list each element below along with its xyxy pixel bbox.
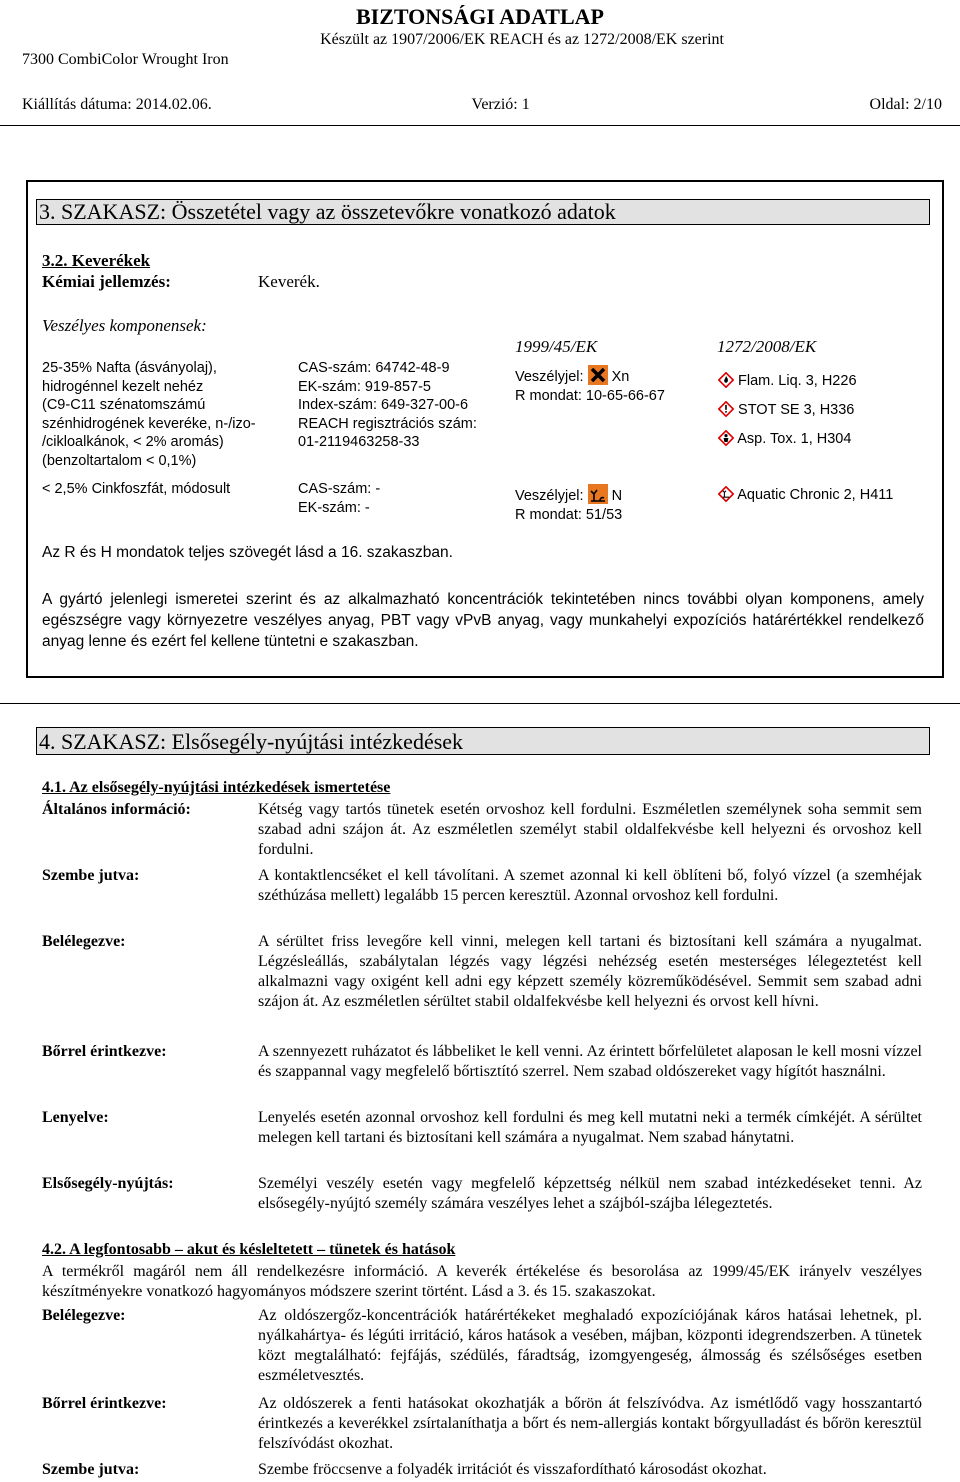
component-1-ids: CAS-szám: 64742-48-9 EK-szám: 919-857-5 Index-szám: 649-327-00-6 REACH regisztrációs szám: 01-2119463258-33 [298, 360, 477, 450]
product-name: 7300 CombiColor Wrought Iron [22, 51, 229, 68]
exclamation-icon [718, 401, 734, 417]
component-1-name: 25-35% Nafta (ásványolaj), hidrogénnel kezelt nehéz (C9-C11 szénatomszámú szénhidrogének keveréke, n-/izo- /cikloalkánok, < 2% aromás) (benzoltartalom < 0,1%) [42, 360, 256, 469]
col-1999-heading: 1999/45/EK [515, 337, 598, 356]
section-4-title: 4. SZAKASZ: Elsősegély-nyújtási intézkedések [36, 727, 930, 755]
header-meta [22, 95, 942, 115]
manufacturer-statement: A gyártó jelenlegi ismeretei szerint és az alkalmazható koncentrációk tekintetében nincs további olyan komponens, amely egészségre vagy környezetre veszélyes anyag, PBT vagy vPvB anyag, vagy munkahelyi expozíciós határértékkel rendelkező anyag lenne és ezért fel kellene tüntetni e szakaszban. [42, 591, 924, 650]
components-heading: Veszélyes komponensek: [42, 316, 207, 335]
component-1-1999: Veszélyjel: Xn R mondat: 10-65-66-67 [515, 365, 665, 406]
flame-icon [718, 372, 734, 388]
page-number: Oldal: 2/10 [869, 96, 942, 113]
document-title: BIZTONSÁGI ADATLAP [356, 4, 604, 29]
health-hazard-icon [718, 430, 734, 446]
section-divider [0, 703, 960, 704]
col-1272-heading: 1272/2008/EK [717, 337, 817, 356]
component-2-clp: Aquatic Chronic 2, H411 [718, 486, 893, 505]
environment-icon [718, 486, 734, 502]
version: Verzió: 1 [471, 96, 530, 113]
section-3-title: 3. SZAKASZ: Összetétel vagy az összetevőkre vonatkozó adatok [36, 199, 930, 225]
issue-date: Kiállítás dátuma: 2014.02.06. [22, 96, 212, 113]
document-subtitle: Készült az 1907/2006/EK REACH és az 1272/2008/EK szerint [320, 31, 724, 48]
component-1-clp: Flam. Liq. 3, H226 STOT SE 3, H336 Asp. Tox. 1, H304 [718, 367, 857, 454]
header-divider [0, 125, 960, 126]
subsection-4-2-intro: A termékről magáról nem áll rendelkezésre információ. A keverék értékelése és besorolása az 1999/45/EK irányelv veszélyes készítményekre vonatkozó hagyományos módszere szerint történt. Lásd a 3. és 15. szakaszokat. [42, 1263, 922, 1300]
harmful-x-icon [588, 365, 608, 385]
component-2-name: < 2,5% Cinkfoszfát, módosult [42, 481, 231, 497]
chem-value: Keverék. [258, 272, 320, 291]
component-2-1999: Veszélyjel: N R mondat: 51/53 [515, 484, 622, 525]
rh-note: Az R és H mondatok teljes szövegét lásd a 16. szakaszban. [42, 544, 453, 561]
subsection-4-1-heading: 4.1. Az elsősegély-nyújtási intézkedések ismertetése [42, 779, 391, 796]
subsection-4-2-heading: 4.2. A legfontosabb – akut és késleltetett – tünetek és hatások [42, 1241, 456, 1258]
chem-label: Kémiai jellemzés: [42, 272, 171, 291]
mixtures-heading: 3.2. Keverékek [42, 251, 151, 270]
environment-icon [588, 484, 608, 504]
component-2-ids: CAS-szám: - EK-szám: - [298, 481, 381, 516]
